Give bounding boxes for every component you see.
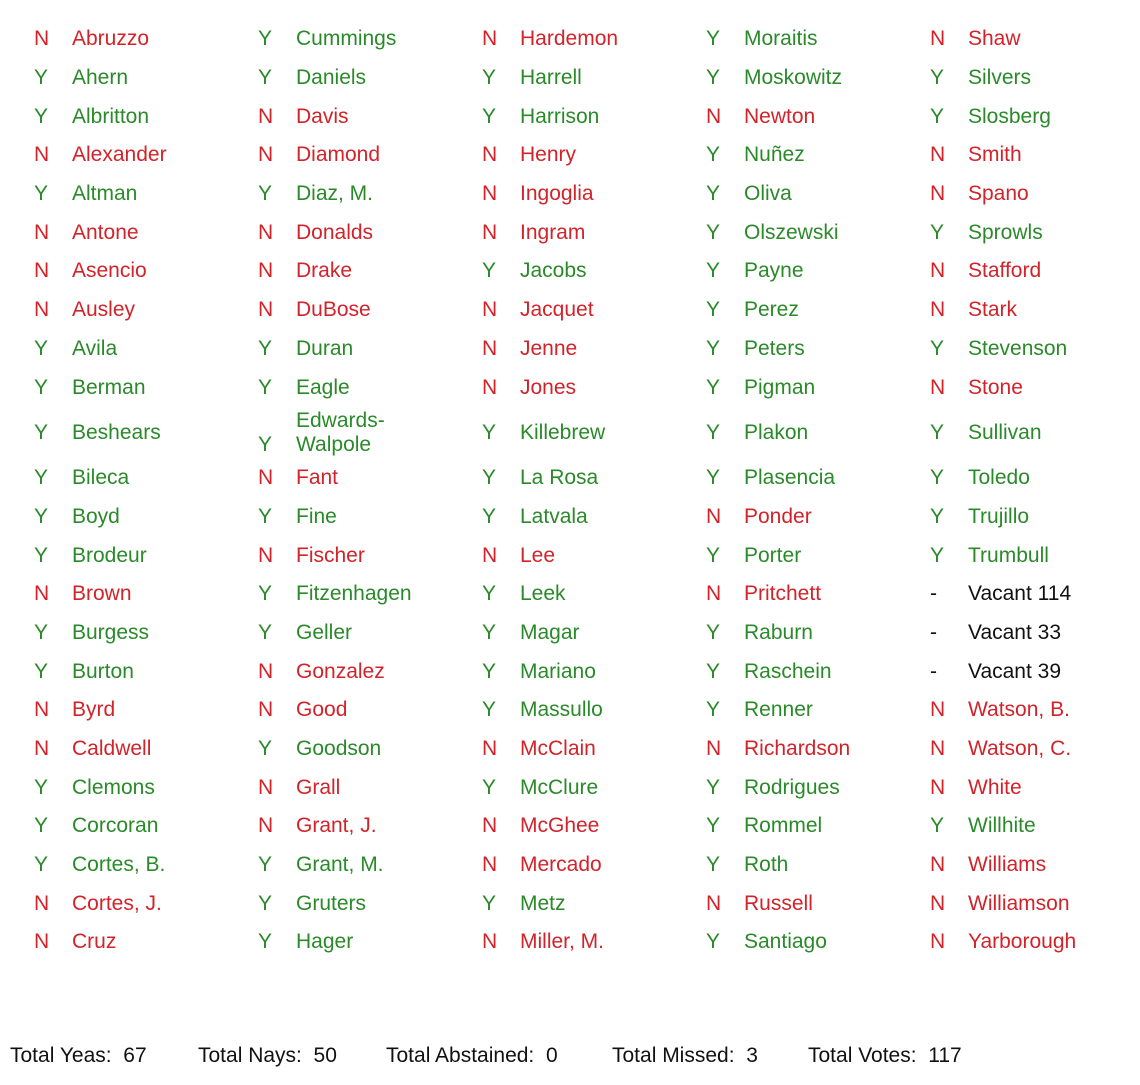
vote-mark: Y <box>706 336 721 360</box>
vote-mark: Y <box>930 543 945 567</box>
vote-mark: N <box>258 775 274 799</box>
vote-mark: N <box>482 814 498 838</box>
vote-mark: N <box>482 182 498 206</box>
member-name: Eagle <box>296 375 350 399</box>
vote-mark: Y <box>706 543 721 567</box>
member-name: Toledo <box>968 466 1030 490</box>
vote-mark: Y <box>258 737 273 761</box>
member-name: Perez <box>744 298 799 322</box>
vote-mark: Y <box>258 620 273 644</box>
vote-mark: Y <box>706 420 721 444</box>
vote-mark: Y <box>482 66 497 90</box>
member-name: Abruzzo <box>72 27 150 51</box>
vote-mark: Y <box>482 891 497 915</box>
vote-mark: Y <box>34 375 49 399</box>
vote-mark: N <box>258 814 274 838</box>
member-name: Porter <box>744 543 802 567</box>
vote-mark: N <box>34 891 50 915</box>
member-name: Byrd <box>72 698 116 722</box>
member-name: Spano <box>968 182 1029 206</box>
member-name: Burton <box>72 659 134 683</box>
member-name: Williamson <box>968 891 1070 915</box>
total-abstained-value: 0 <box>545 1044 558 1067</box>
member-name: Peters <box>744 336 805 360</box>
vote-mark: N <box>482 375 498 399</box>
vote-mark: Y <box>482 420 497 444</box>
roll-row <box>14 730 1134 769</box>
vote-mark: N <box>930 27 946 51</box>
roll-call-body <box>14 20 1134 962</box>
vote-mark: Y <box>706 143 721 167</box>
vote-mark: Y <box>706 466 721 490</box>
roll-row <box>14 768 1134 807</box>
roll-row <box>14 652 1134 691</box>
roll-row <box>14 59 1134 98</box>
member-name: Trumbull <box>968 543 1049 567</box>
vote-mark: Y <box>930 466 945 490</box>
vote-mark: Y <box>258 504 273 528</box>
member-name: Duran <box>296 336 354 360</box>
roll-row <box>14 575 1134 614</box>
total-nays-value: 50 <box>313 1044 337 1067</box>
vote-mark: N <box>706 891 722 915</box>
member-name: Payne <box>744 259 804 283</box>
vote-mark: N <box>34 143 50 167</box>
roll-row <box>14 614 1134 653</box>
member-name: Plakon <box>744 420 809 444</box>
vote-mark: Y <box>930 104 945 128</box>
member-name: Santiago <box>744 930 827 954</box>
member-name: Jacobs <box>520 259 587 283</box>
member-name: Donalds <box>296 220 374 244</box>
vote-mark: Y <box>34 504 49 528</box>
member-name: Fant <box>296 466 339 490</box>
vote-mark: Y <box>34 66 49 90</box>
vote-mark: Y <box>706 182 721 206</box>
member-name: Latvala <box>520 504 588 528</box>
vote-mark: Y <box>482 259 497 283</box>
member-name: White <box>968 775 1022 799</box>
vote-mark: Y <box>482 104 497 128</box>
member-name: Williams <box>968 853 1047 877</box>
member-name: Sullivan <box>968 420 1042 444</box>
total-nays-label: Total Nays: <box>198 1044 302 1067</box>
vote-mark: Y <box>34 853 49 877</box>
vote-mark: N <box>706 737 722 761</box>
roll-call-table <box>14 20 1134 962</box>
vote-mark: N <box>482 336 498 360</box>
member-name: McClain <box>520 737 596 761</box>
member-name: Jones <box>520 375 577 399</box>
member-name: Magar <box>520 620 580 644</box>
vote-mark: N <box>34 259 50 283</box>
member-name: Diamond <box>296 143 381 167</box>
member-name: Burgess <box>72 620 150 644</box>
member-name: Gonzalez <box>296 659 385 683</box>
vote-mark: Y <box>706 259 721 283</box>
member-name: Mariano <box>520 659 596 683</box>
vote-mark: Y <box>706 698 721 722</box>
total-missed-value: 3 <box>746 1044 758 1067</box>
roll-row <box>14 136 1134 175</box>
vote-mark: Y <box>34 182 49 206</box>
vote-mark: Y <box>258 375 273 399</box>
vote-mark: N <box>258 143 274 167</box>
member-name: Killebrew <box>520 420 606 444</box>
vote-mark: N <box>482 930 498 954</box>
vote-mark: N <box>34 27 50 51</box>
vote-mark: Y <box>34 543 49 567</box>
member-name: Brodeur <box>72 543 147 567</box>
total-abstained-label: Total Abstained: <box>386 1044 535 1067</box>
vote-mark: N <box>34 698 50 722</box>
total-yeas-label: Total Yeas: <box>10 1044 112 1067</box>
vote-mark: Y <box>482 698 497 722</box>
vote-mark: Y <box>482 466 497 490</box>
member-name: Lee <box>520 543 556 567</box>
member-name: Sprowls <box>968 220 1043 244</box>
member-name: Cruz <box>72 930 117 954</box>
vote-mark: N <box>930 891 946 915</box>
member-name: Diaz, M. <box>296 182 374 206</box>
roll-row <box>14 498 1134 537</box>
member-name: Shaw <box>968 27 1021 51</box>
vote-mark: N <box>930 775 946 799</box>
vote-mark: Y <box>482 775 497 799</box>
roll-row <box>14 846 1134 885</box>
member-name: Fitzenhagen <box>296 582 412 606</box>
vote-mark: N <box>930 737 946 761</box>
member-name: Raburn <box>744 620 813 644</box>
member-name: Albritton <box>72 104 150 128</box>
member-name: Watson, C. <box>968 737 1072 761</box>
member-name: Davis <box>296 104 349 128</box>
vote-mark: Y <box>258 27 273 51</box>
member-name: Edwards- Walpole <box>296 408 385 456</box>
roll-row <box>14 536 1134 575</box>
vote-mark: Y <box>930 504 945 528</box>
member-name: Russell <box>744 891 813 915</box>
member-name: Cummings <box>296 27 397 51</box>
member-name: Ingoglia <box>520 182 594 206</box>
vote-mark: N <box>706 104 722 128</box>
member-name: Ponder <box>744 504 812 528</box>
member-name: Stone <box>968 375 1023 399</box>
vote-mark: N <box>930 853 946 877</box>
roll-row <box>14 807 1134 846</box>
roll-row <box>14 407 1134 459</box>
vote-mark: N <box>930 930 946 954</box>
member-name: Bileca <box>72 466 130 490</box>
member-name: Fine <box>296 504 337 528</box>
vote-mark: N <box>34 582 50 606</box>
member-name: Brown <box>72 582 132 606</box>
vote-mark: - <box>930 620 937 644</box>
member-name: Stafford <box>968 259 1042 283</box>
member-name: Gruters <box>296 891 367 915</box>
roll-row <box>14 330 1134 369</box>
member-name: Yarborough <box>968 930 1077 954</box>
vote-mark: N <box>34 737 50 761</box>
total-yeas-value: 67 <box>123 1044 147 1067</box>
member-name: Smith <box>968 143 1022 167</box>
member-name: Moraitis <box>744 27 818 51</box>
member-name: Cortes, J. <box>72 891 162 915</box>
vote-mark: Y <box>34 466 49 490</box>
member-name: Harrell <box>520 66 582 90</box>
vote-mark: Y <box>706 298 721 322</box>
vote-mark: N <box>930 143 946 167</box>
member-name: Caldwell <box>72 737 152 761</box>
vote-mark: Y <box>258 930 273 954</box>
member-name: Hardemon <box>520 27 619 51</box>
member-name: Harrison <box>520 104 600 128</box>
vote-mark: Y <box>706 66 721 90</box>
member-name: Richardson <box>744 737 851 761</box>
vote-mark: Y <box>706 27 721 51</box>
member-name: Henry <box>520 143 577 167</box>
vote-mark: Y <box>706 220 721 244</box>
member-name: Jacquet <box>520 298 594 322</box>
roll-row <box>14 368 1134 407</box>
member-name: La Rosa <box>520 466 599 490</box>
member-name: Ahern <box>72 66 129 90</box>
member-name: Asencio <box>72 259 147 283</box>
member-name: Cortes, B. <box>72 853 166 877</box>
vote-mark: N <box>258 220 274 244</box>
roll-row <box>14 20 1134 59</box>
member-name: DuBose <box>296 298 371 322</box>
vote-mark: Y <box>706 775 721 799</box>
member-name: Jenne <box>520 336 578 360</box>
member-name: Stevenson <box>968 336 1068 360</box>
vote-mark: N <box>930 182 946 206</box>
vote-mark: N <box>258 543 274 567</box>
vote-mark: Y <box>482 620 497 644</box>
member-name: Daniels <box>296 66 367 90</box>
member-name: Moskowitz <box>744 66 843 90</box>
total-missed <box>612 1044 808 1068</box>
vote-mark: Y <box>706 814 721 838</box>
vote-mark: N <box>930 259 946 283</box>
vote-mark: Y <box>482 659 497 683</box>
member-name: Trujillo <box>968 504 1030 528</box>
vote-mark: N <box>706 504 722 528</box>
vote-mark: N <box>482 543 498 567</box>
member-name: Altman <box>72 182 138 206</box>
vote-mark: N <box>930 698 946 722</box>
member-name: Alexander <box>72 143 167 167</box>
vote-mark: N <box>258 259 274 283</box>
member-name: Slosberg <box>968 104 1051 128</box>
roll-row <box>14 691 1134 730</box>
member-name: McGhee <box>520 814 600 838</box>
member-name: Pritchett <box>744 582 822 606</box>
vote-mark: Y <box>930 420 945 444</box>
vote-mark: Y <box>706 659 721 683</box>
member-name: Metz <box>520 891 566 915</box>
member-name: Clemons <box>72 775 155 799</box>
member-name: Watson, B. <box>968 698 1070 722</box>
roll-row <box>14 459 1134 498</box>
member-name: Hager <box>296 930 354 954</box>
vote-mark: Y <box>930 66 945 90</box>
member-name: Rommel <box>744 814 823 838</box>
member-name: Corcoran <box>72 814 159 838</box>
member-name: Olszewski <box>744 220 839 244</box>
member-name: Berman <box>72 375 146 399</box>
member-name: Fischer <box>296 543 365 567</box>
vote-mark: Y <box>706 930 721 954</box>
vote-mark: Y <box>706 853 721 877</box>
total-votes-label: Total Votes: <box>808 1044 917 1067</box>
vote-mark: N <box>34 220 50 244</box>
member-name: Mercado <box>520 853 602 877</box>
member-name: Ingram <box>520 220 586 244</box>
vote-mark: N <box>34 930 50 954</box>
roll-row <box>14 291 1134 330</box>
member-name: Roth <box>744 853 789 877</box>
total-votes <box>808 1044 962 1068</box>
member-name: Oliva <box>744 182 792 206</box>
vote-mark: Y <box>34 775 49 799</box>
vote-mark: Y <box>930 220 945 244</box>
roll-row <box>14 923 1134 962</box>
vote-mark: N <box>482 853 498 877</box>
member-name: Good <box>296 698 348 722</box>
vote-mark: Y <box>930 814 945 838</box>
member-name: Vacant 114 <box>968 582 1072 606</box>
member-name: Vacant 33 <box>968 620 1062 644</box>
member-name: Renner <box>744 698 813 722</box>
vote-mark: N <box>34 298 50 322</box>
total-yeas <box>10 1044 198 1068</box>
vote-mark: Y <box>706 620 721 644</box>
member-name: Rodrigues <box>744 775 840 799</box>
vote-mark: N <box>258 104 274 128</box>
vote-mark: Y <box>258 853 273 877</box>
vote-mark: Y <box>258 336 273 360</box>
member-name: Goodson <box>296 737 382 761</box>
vote-mark: Y <box>930 336 945 360</box>
vote-mark: N <box>258 466 274 490</box>
vote-mark: N <box>258 298 274 322</box>
vote-mark: - <box>930 582 937 606</box>
vote-mark: Y <box>34 420 49 444</box>
total-abstained <box>386 1044 612 1068</box>
vote-mark: - <box>930 659 937 683</box>
vote-mark: N <box>258 698 274 722</box>
member-name: Newton <box>744 104 816 128</box>
vote-mark: Y <box>34 659 49 683</box>
member-name: Pigman <box>744 375 816 399</box>
total-missed-label: Total Missed: <box>612 1044 735 1067</box>
member-name: Plasencia <box>744 466 836 490</box>
member-name: Massullo <box>520 698 603 722</box>
vote-mark: Y <box>258 66 273 90</box>
vote-mark: Y <box>482 582 497 606</box>
vote-mark: N <box>930 298 946 322</box>
member-name: Ausley <box>72 298 136 322</box>
vote-mark: N <box>482 27 498 51</box>
member-name: Drake <box>296 259 353 283</box>
member-name: Miller, M. <box>520 930 604 954</box>
vote-mark: N <box>706 582 722 606</box>
vote-mark: Y <box>482 504 497 528</box>
member-name: Antone <box>72 220 139 244</box>
member-name: Avila <box>72 336 118 360</box>
member-name: Nuñez <box>744 143 805 167</box>
roll-row <box>14 884 1134 923</box>
member-name: McClure <box>520 775 599 799</box>
vote-mark: N <box>258 659 274 683</box>
member-name: Geller <box>296 620 353 644</box>
roll-row <box>14 97 1134 136</box>
total-nays <box>198 1044 386 1068</box>
roll-row <box>14 252 1134 291</box>
vote-mark: N <box>482 737 498 761</box>
member-name: Vacant 39 <box>968 659 1062 683</box>
vote-mark: N <box>482 298 498 322</box>
roll-row <box>14 175 1134 214</box>
member-name: Leek <box>520 582 566 606</box>
vote-mark: Y <box>34 620 49 644</box>
member-name: Raschein <box>744 659 832 683</box>
vote-mark: Y <box>34 814 49 838</box>
member-name: Grant, M. <box>296 853 384 877</box>
member-name: Silvers <box>968 66 1032 90</box>
member-name: Grant, J. <box>296 814 377 838</box>
member-name: Boyd <box>72 504 120 528</box>
vote-mark: N <box>930 375 946 399</box>
vote-totals <box>10 1044 962 1068</box>
vote-mark: N <box>482 220 498 244</box>
member-name: Stark <box>968 298 1018 322</box>
member-name: Grall <box>296 775 341 799</box>
total-votes-value: 117 <box>928 1044 962 1067</box>
vote-mark: N <box>482 143 498 167</box>
vote-mark: Y <box>34 104 49 128</box>
vote-mark: Y <box>258 891 273 915</box>
member-name: Willhite <box>968 814 1036 838</box>
roll-row <box>14 213 1134 252</box>
vote-mark: Y <box>258 582 273 606</box>
vote-mark: Y <box>706 375 721 399</box>
vote-mark: Y <box>258 182 273 206</box>
vote-mark: Y <box>258 432 273 456</box>
vote-mark: Y <box>34 336 49 360</box>
member-name: Beshears <box>72 420 161 444</box>
